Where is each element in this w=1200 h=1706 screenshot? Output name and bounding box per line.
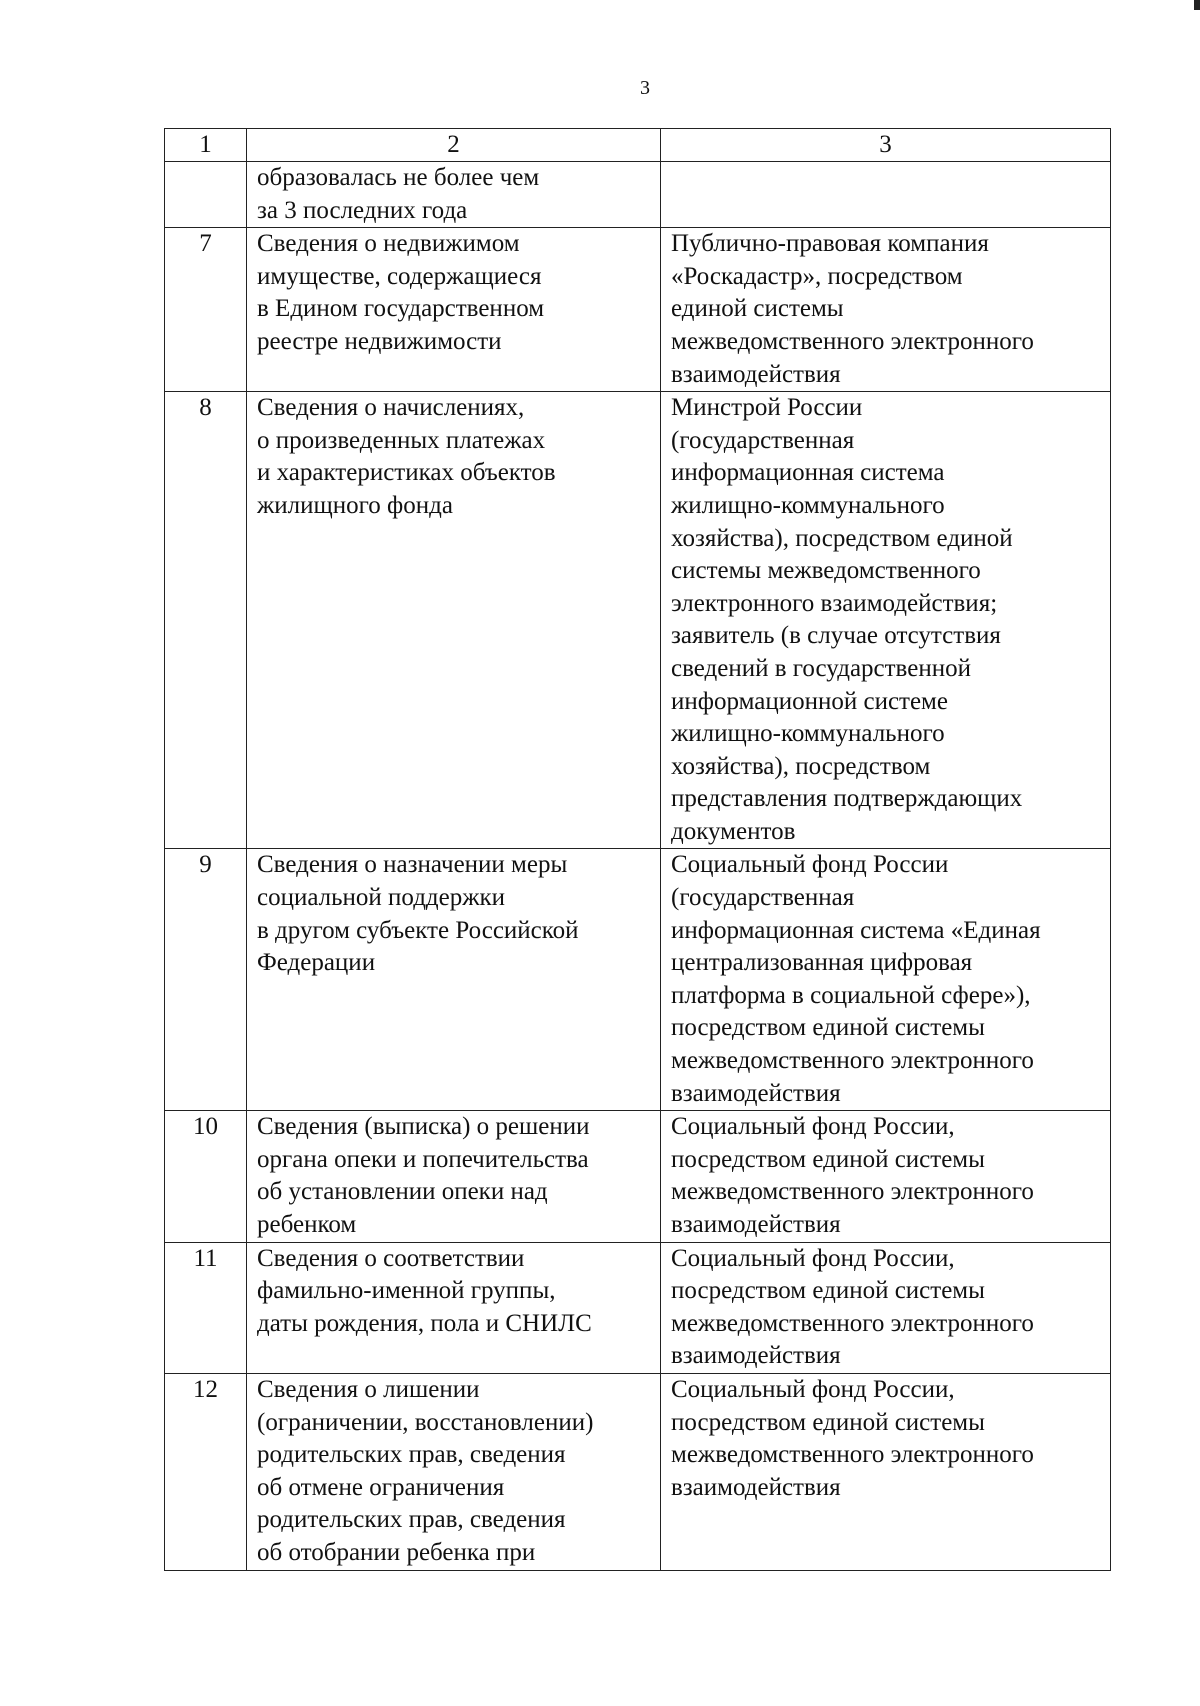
document-table — [164, 128, 1111, 1571]
scan-corner-mark — [1194, 0, 1200, 10]
table-row — [165, 228, 1111, 392]
row-information: Сведения о назначении меры социальной поддержки в другом субъекте Российской Федерации — [247, 849, 661, 1111]
row-information: образовалась не более чем за 3 последних года — [247, 162, 661, 228]
table-row — [165, 392, 1111, 849]
row-source: Минстрой России (государственная информационная система жилищно-коммунального хозяйства), посредством единой системы межведомственного электронного взаимодействия; заявитель (в случае отсутствия сведений в государственной информационной системе жилищно-коммунального хозяйства), посредством представления подтверждающих документов — [661, 392, 1111, 849]
row-number — [165, 162, 247, 228]
row-number: 8 — [165, 392, 247, 849]
table-row — [165, 849, 1111, 1111]
row-information: Сведения (выписка) о решении органа опеки и попечительства об установлении опеки над ребенком — [247, 1111, 661, 1242]
row-number: 9 — [165, 849, 247, 1111]
row-information: Сведения о начислениях, о произведенных платежах и характеристиках объектов жилищного фонда — [247, 392, 661, 849]
page-number: 3 — [640, 77, 650, 99]
row-number: 11 — [165, 1242, 247, 1373]
row-information: Сведения о соответствии фамильно-именной группы, даты рождения, пола и СНИЛС — [247, 1242, 661, 1373]
table-row — [165, 162, 1111, 228]
row-information: Сведения о лишении (ограничении, восстановлении) родительских прав, сведения об отмене ограничения родительских прав, сведения об отобрании ребенка при — [247, 1373, 661, 1570]
row-source: Социальный фонд России, посредством единой системы межведомственного электронного взаимодействия — [661, 1373, 1111, 1570]
row-source — [661, 162, 1111, 228]
row-number: 7 — [165, 228, 247, 392]
column-header-1: 1 — [165, 129, 247, 162]
row-source: Социальный фонд России (государственная информационная система «Единая централизованная цифровая платформа в социальной сфере»), посредством единой системы межведомственного электронного взаимодействия — [661, 849, 1111, 1111]
row-information: Сведения о недвижимом имуществе, содержащиеся в Едином государственном реестре недвижимости — [247, 228, 661, 392]
table-row — [165, 1242, 1111, 1373]
row-source: Социальный фонд России, посредством единой системы межведомственного электронного взаимодействия — [661, 1111, 1111, 1242]
row-source: Публично-правовая компания «Роскадастр», посредством единой системы межведомственного электронного взаимодействия — [661, 228, 1111, 392]
row-source: Социальный фонд России, посредством единой системы межведомственного электронного взаимодействия — [661, 1242, 1111, 1373]
table-header-row — [165, 129, 1111, 162]
column-header-3: 3 — [661, 129, 1111, 162]
row-number: 10 — [165, 1111, 247, 1242]
column-header-2: 2 — [247, 129, 661, 162]
row-number: 12 — [165, 1373, 247, 1570]
table-row — [165, 1111, 1111, 1242]
table-row — [165, 1373, 1111, 1570]
